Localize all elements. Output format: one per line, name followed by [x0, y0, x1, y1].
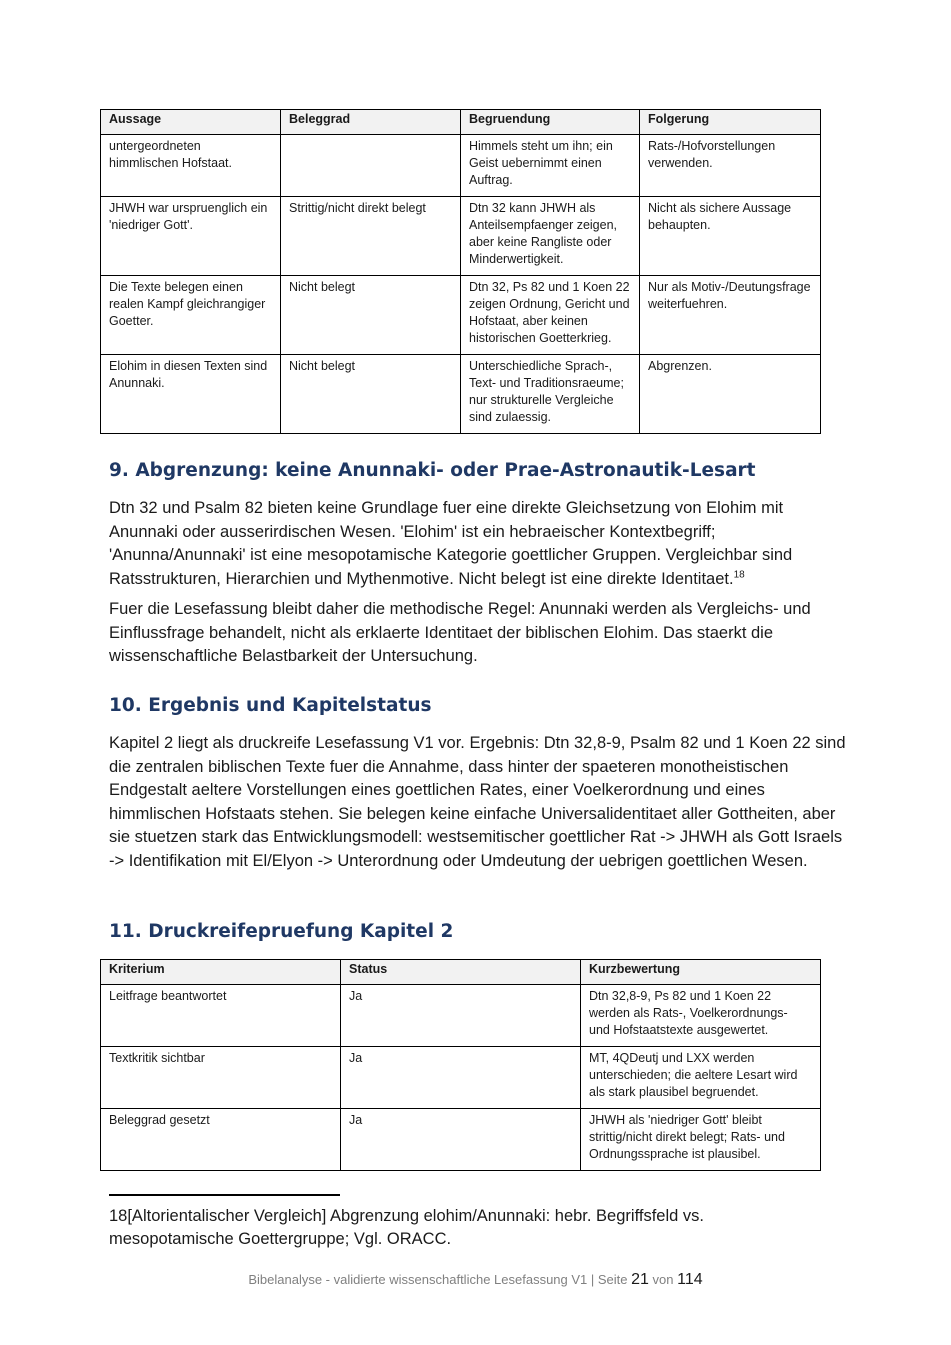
- table-cell: [281, 135, 461, 197]
- section-heading-11: 11. Druckreifepruefung Kapitel 2: [109, 921, 454, 942]
- table-row: [101, 197, 821, 276]
- table-cell: Dtn 32,8-9, Ps 82 und 1 Koen 22 werden als Rats-, Voelkerordnungs- und Hofstaatstexte ausgewertet.: [581, 985, 821, 1047]
- table-cell: JHWH als 'niedriger Gott' bleibt strittig/nicht direkt belegt; Rats- und Ordnungssprache ist plausibel.: [581, 1109, 821, 1171]
- column-header: Aussage: [101, 110, 281, 135]
- section-heading-10: 10. Ergebnis und Kapitelstatus: [109, 695, 432, 716]
- footnote-reference[interactable]: 18: [733, 569, 745, 580]
- table-header-row: [101, 960, 821, 985]
- table-row: [101, 1109, 821, 1171]
- table-row: [101, 276, 821, 355]
- table-cell: Leitfrage beantwortet: [101, 985, 341, 1047]
- table-row: [101, 135, 821, 197]
- table-cell: Nicht belegt: [281, 355, 461, 434]
- table-cell: Himmels steht um ihn; ein Geist uebernimmt einen Auftrag.: [461, 135, 640, 197]
- table-cell: Strittig/nicht direkt belegt: [281, 197, 461, 276]
- table-cell: Nicht belegt: [281, 276, 461, 355]
- table-cell: Dtn 32, Ps 82 und 1 Koen 22 zeigen Ordnung, Gericht und Hofstaat, aber keinen historischen Goetterkrieg.: [461, 276, 640, 355]
- section-heading-9: 9. Abgrenzung: keine Anunnaki- oder Prae-Astronautik-Lesart: [109, 460, 756, 481]
- table-cell: Rats-/Hofvorstellungen verwenden.: [640, 135, 821, 197]
- footer-of: von: [648, 1272, 678, 1287]
- table-cell: JHWH war urspruenglich ein 'niedriger Gott'.: [101, 197, 281, 276]
- column-header: Status: [341, 960, 581, 985]
- footnote-18: 18[Altorientalischer Vergleich] Abgrenzung elohim/Anunnaki: hebr. Begriffsfeld vs. mesopotamische Goettergruppe; Vgl. ORACC.: [109, 1207, 704, 1248]
- column-header: Kriterium: [101, 960, 341, 985]
- table-cell: MT, 4QDeutj und LXX werden unterschieden; die aeltere Lesart wird als stark plausibel begruendet.: [581, 1047, 821, 1109]
- print-check-table: [100, 959, 821, 1171]
- column-header: Folgerung: [640, 110, 821, 135]
- footer-label: Bibelanalyse - validierte wissenschaftliche Lesefassung V1 | Seite: [248, 1272, 632, 1287]
- table-cell: Abgrenzen.: [640, 355, 821, 434]
- page-footer: [0, 1271, 951, 1289]
- column-header: Kurzbewertung: [581, 960, 821, 985]
- table-cell: Ja: [341, 1047, 581, 1109]
- table-cell: Ja: [341, 985, 581, 1047]
- section-9-paragraph-2: Fuer die Lesefassung bleibt daher die methodische Regel: Anunnaki werden als Vergleichs- und Einflussfrage behandelt, nicht als erklaerte Identitaet der biblischen Elohim. Das staerkt die wissenschaftliche Belastbarkeit der Untersuchung.: [109, 600, 811, 665]
- table-header-row: [101, 110, 821, 135]
- column-header: Begruendung: [461, 110, 640, 135]
- table-row: [101, 1047, 821, 1109]
- page-number: 21: [631, 1271, 649, 1288]
- table-row: [101, 355, 821, 434]
- table-cell: Elohim in diesen Texten sind Anunnaki.: [101, 355, 281, 434]
- table-cell: untergeordneten himmlischen Hofstaat.: [101, 135, 281, 197]
- table-cell: Beleggrad gesetzt: [101, 1109, 341, 1171]
- section-10-paragraph: Kapitel 2 liegt als druckreife Lesefassung V1 vor. Ergebnis: Dtn 32,8-9, Psalm 82 und 1 Koen 22 sind die zentralen biblischen Texte fuer die Annahme, dass hinter der spaeteren monotheistischen Endgestalt aeltere Vorstellungen eines goettlichen Rates, einer Voelkerordnung und eines himmlischen Hofstaats stehen. Sie belegen keine einfache Universalidentitaet aller Gottheiten, aber sie stuetzen stark das Entwicklungsmodell: westsemitischer goettlicher Rat -> JHWH als Gott Israels -> Identifikation mit El/Elyon -> Unterordnung oder Umdeutung der uebrigen goettlichen Wesen.: [109, 734, 846, 870]
- paragraph-text: Dtn 32 und Psalm 82 bieten keine Grundlage fuer eine direkte Gleichsetzung von Elohim mit Anunnaki oder ausserirdischen Wesen. 'Elohim' ist ein hebraeischer Kontextbegriff; 'Anunna/Anunnaki' ist eine mesopotamische Kategorie goettlicher Gruppen. Vergleichbar sind Ratsstrukturen, Hierarchien und Mythenmotive. Nicht belegt ist eine direkte Identitaet.: [109, 499, 793, 588]
- claims-table: [100, 109, 821, 434]
- table-cell: Die Texte belegen einen realen Kampf gleichrangiger Goetter.: [101, 276, 281, 355]
- table-cell: Ja: [341, 1109, 581, 1171]
- table-cell: Textkritik sichtbar: [101, 1047, 341, 1109]
- table-cell: Unterschiedliche Sprach-, Text- und Traditionsraeume; nur strukturelle Vergleiche sind zulaessig.: [461, 355, 640, 434]
- column-header: Beleggrad: [281, 110, 461, 135]
- section-9-paragraph-1: [109, 497, 849, 591]
- page-total: 114: [677, 1271, 703, 1288]
- table-cell: Nur als Motiv-/Deutungsfrage weiterfuehren.: [640, 276, 821, 355]
- table-cell: Dtn 32 kann JHWH als Anteilsempfaenger zeigen, aber keine Rangliste oder Minderwertigkeit.: [461, 197, 640, 276]
- table-row: [101, 985, 821, 1047]
- footnote-divider: [109, 1194, 340, 1196]
- table-cell: Nicht als sichere Aussage behaupten.: [640, 197, 821, 276]
